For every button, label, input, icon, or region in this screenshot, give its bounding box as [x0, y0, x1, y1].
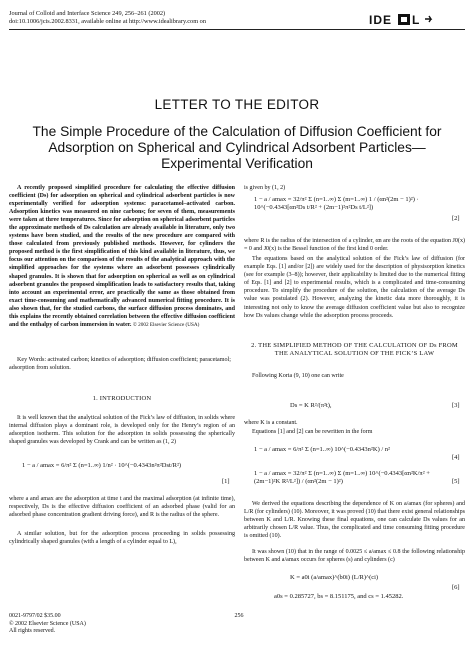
svg-text:IDE: IDE [369, 13, 393, 27]
right-para1: where R is the radius of the intersection of a cylinder, αn are the roots of the equation J0(x) = 0 and J0(x) is the Bessel function of the first kind 0 order. [244, 238, 465, 253]
abstract-copyright: © 2002 Elsevier Science (USA) [132, 321, 200, 328]
journal-doi: doi:10.1006/jcis.2002.8331, available online at http://www.idealibrary.com on [9, 18, 206, 25]
right-para4: It was shown (10) that in the range of 0.0025 ≤ a/amax ≤ 0.8 the following relationship between K and a/amax occurs for spheres (s) and cylinders (c) [244, 549, 465, 564]
journal-header [9, 10, 309, 26]
given-by: is given by (1, 2) [244, 185, 286, 191]
equation-5-number: [5] [452, 478, 460, 485]
equation-3-number: [3] [452, 402, 460, 409]
equation-2-number: [2] [452, 215, 460, 222]
equation-6-constants: a0s = 0.285727, bs = 8.151175, and cs = 1.45282. [274, 593, 404, 600]
issn-price: 0021-9797/02 $35.00 [9, 613, 61, 619]
footer-rights-block [9, 613, 159, 636]
section1-heading: 1. INTRODUCTION [92, 395, 152, 402]
equation-1-number: [1] [222, 478, 230, 485]
rewritten-form: Equations [1] and [2] can be rewritten in the form [252, 429, 373, 435]
following-korta: Following Korta (9, 10) one can write [252, 373, 344, 379]
equation-4-number: [4] [452, 454, 460, 461]
equation-6: K = a0i (a/amax)^(b0i) (L/R)^(ci) [290, 574, 379, 581]
footer-copyright: © 2002 Elsevier Science (USA) [9, 620, 86, 627]
section1-para1: It is well known that the analytical solution of the Fick’s law of diffusion, in solids where internal diffusion plays a dominant role, is developed only for the Henry’s region of an adsorption isotherm. This solution for the adsorption in solids possessing the spherically shaped granules was developed by Crank and can be written as (1, 2) [9, 415, 235, 446]
section1-para2: where a and amax are the adsorption at time t and the maximal adsorption (at infinite time), respectively, Ds is the effective diffusion coefficient of an adsorbed phase (valid for an adsorbed phase concentration gradient driving force), and R is the radius of the sphere. [9, 496, 235, 519]
abstract [9, 184, 235, 329]
equation-6-number: [6] [452, 584, 460, 591]
where-k: where K is a constant. [244, 420, 298, 426]
right-para3: We derived the equations describing the dependence of K on a/amax (for spheres) and L/R (for cylinders) (10). Moreover, it was proved (10) that there exist general relationships between K and L/R. Knowing these final equations, one can calculate Ds values for an arbitrarily chosen L/R value. Thus, the complicated and time consuming fitting procedure is omitted (10). [244, 501, 465, 540]
section2-heading: 2. THE SIMPLIFIED METHOD OF THE CALCULATION OF Ds FROM THE ANALYTICAL SOLUTION OF THE FICK’S LAW [251, 342, 458, 358]
ideal-logo [367, 12, 462, 27]
equation-1: 1 − a / amax = 6/π² Σ (n=1..∞) 1/n² · 10^(−0.4343n²π²Dst/R²) [22, 462, 182, 469]
equation-2: 1 − a / amax = 32/π² Σ (n=1..∞) Σ (m=1..∞) 1 / (αn²(2m − 1)²) · 10^(−0.4343[αn²Ds t/R² + (2m−1)²π²Ds t/L²]) [254, 196, 419, 211]
keywords: Key Words: activated carbon; kinetics of adsorption; diffusion coefficient; paracetamol; adsorption from solution. [9, 357, 231, 372]
letter-heading: LETTER TO THE EDITOR [154, 97, 320, 112]
right-para2: The equations based on the analytical solution of the Fick’s law of diffusion (for example Eqs. [1] and/or [2]) are widely used for the description of physisorption kinetics (see for example (3–8)); however, their applicability is limited due to the numerical fitting of Eqs. [1] and [2] to experimental results, which is a complicated and time-consuming procedure. To simplify the procedure of the solution, the calculation of the average Ds value was postulated (2). However, analyzing the kinetic data more thoroughly, it is interesting not only to know the average diffusion coefficient value but also to recognize how Ds values change while the adsorption process proceeds. [244, 256, 465, 319]
section1-para3: A similar solution, but for the adsorption process proceeding in solids possessing cylindrically shaped granules (with a length of a cylinder equal to L), [9, 531, 235, 546]
header-rule [9, 29, 465, 30]
abstract-text: A recently proposed simplified procedure for calculating the effective diffusion coefficient (Ds) for adsorption on spherical and cylindrical adsorbent particles is now experimentally verified for adsorption systems: paracetamol–activated carbon. Adsorption kinetics was measured on nine carbons; for seven of them, measurements were taken at three temperatures. Since for adsorption on spherical adsorbent particles the approximate methods of Ds calculation are already available in literature, only two systems have been studied, and the results of the new procedure are compared with those calculated from previously published methods. However, for cylinders the proposed method is the first simplification of this kind available in literature, thus, we focus our attention on the comparison of the results of the analytical approach with the simplified approaches for the systems where an adsorbent possesses cylindrically shaped granules. It is shown that for adsorption on spherical as well as on cylindrical adsorbent granules the proposed simplification leads to satisfactory results that, taking into account an experimental error, are practically the same as those obtained from exact time-consuming and mathematically advanced numerical fitting procedure. It is also shown that, for the studied carbons, the surface diffusion process dominates, and this explains the recently obtained correlation between the effective diffusion coefficient and the enthalpy of carbon immersion in water. [9, 185, 235, 328]
journal-citation: Journal of Colloid and Interface Science 249, 256–261 (2002) [9, 10, 166, 17]
equation-5: 1 − a / amax = 32/π² Σ (n=1..∞) Σ (m=1..∞) 10^(−0.4343[αn²K/π² + (2m−1)²K R²/L²]) / (αn²(2m − 1)²) [254, 470, 430, 485]
article-title: The Simple Procedure of the Calculation of Diffusion Coefficient for Adsorption on Spherical and Cylindrical Adsorbent Particles—Experimental Verification [32, 124, 442, 172]
equation-4: 1 − a / amax = 6/π² Σ (n=1..∞) 10^(−0.4343n²K) / n² [254, 446, 390, 453]
page-number: 256 [234, 613, 244, 619]
svg-text:L: L [412, 13, 420, 27]
equation-3: Ds = K R²/(π²t), [290, 402, 332, 409]
all-rights: All rights reserved. [9, 628, 56, 635]
